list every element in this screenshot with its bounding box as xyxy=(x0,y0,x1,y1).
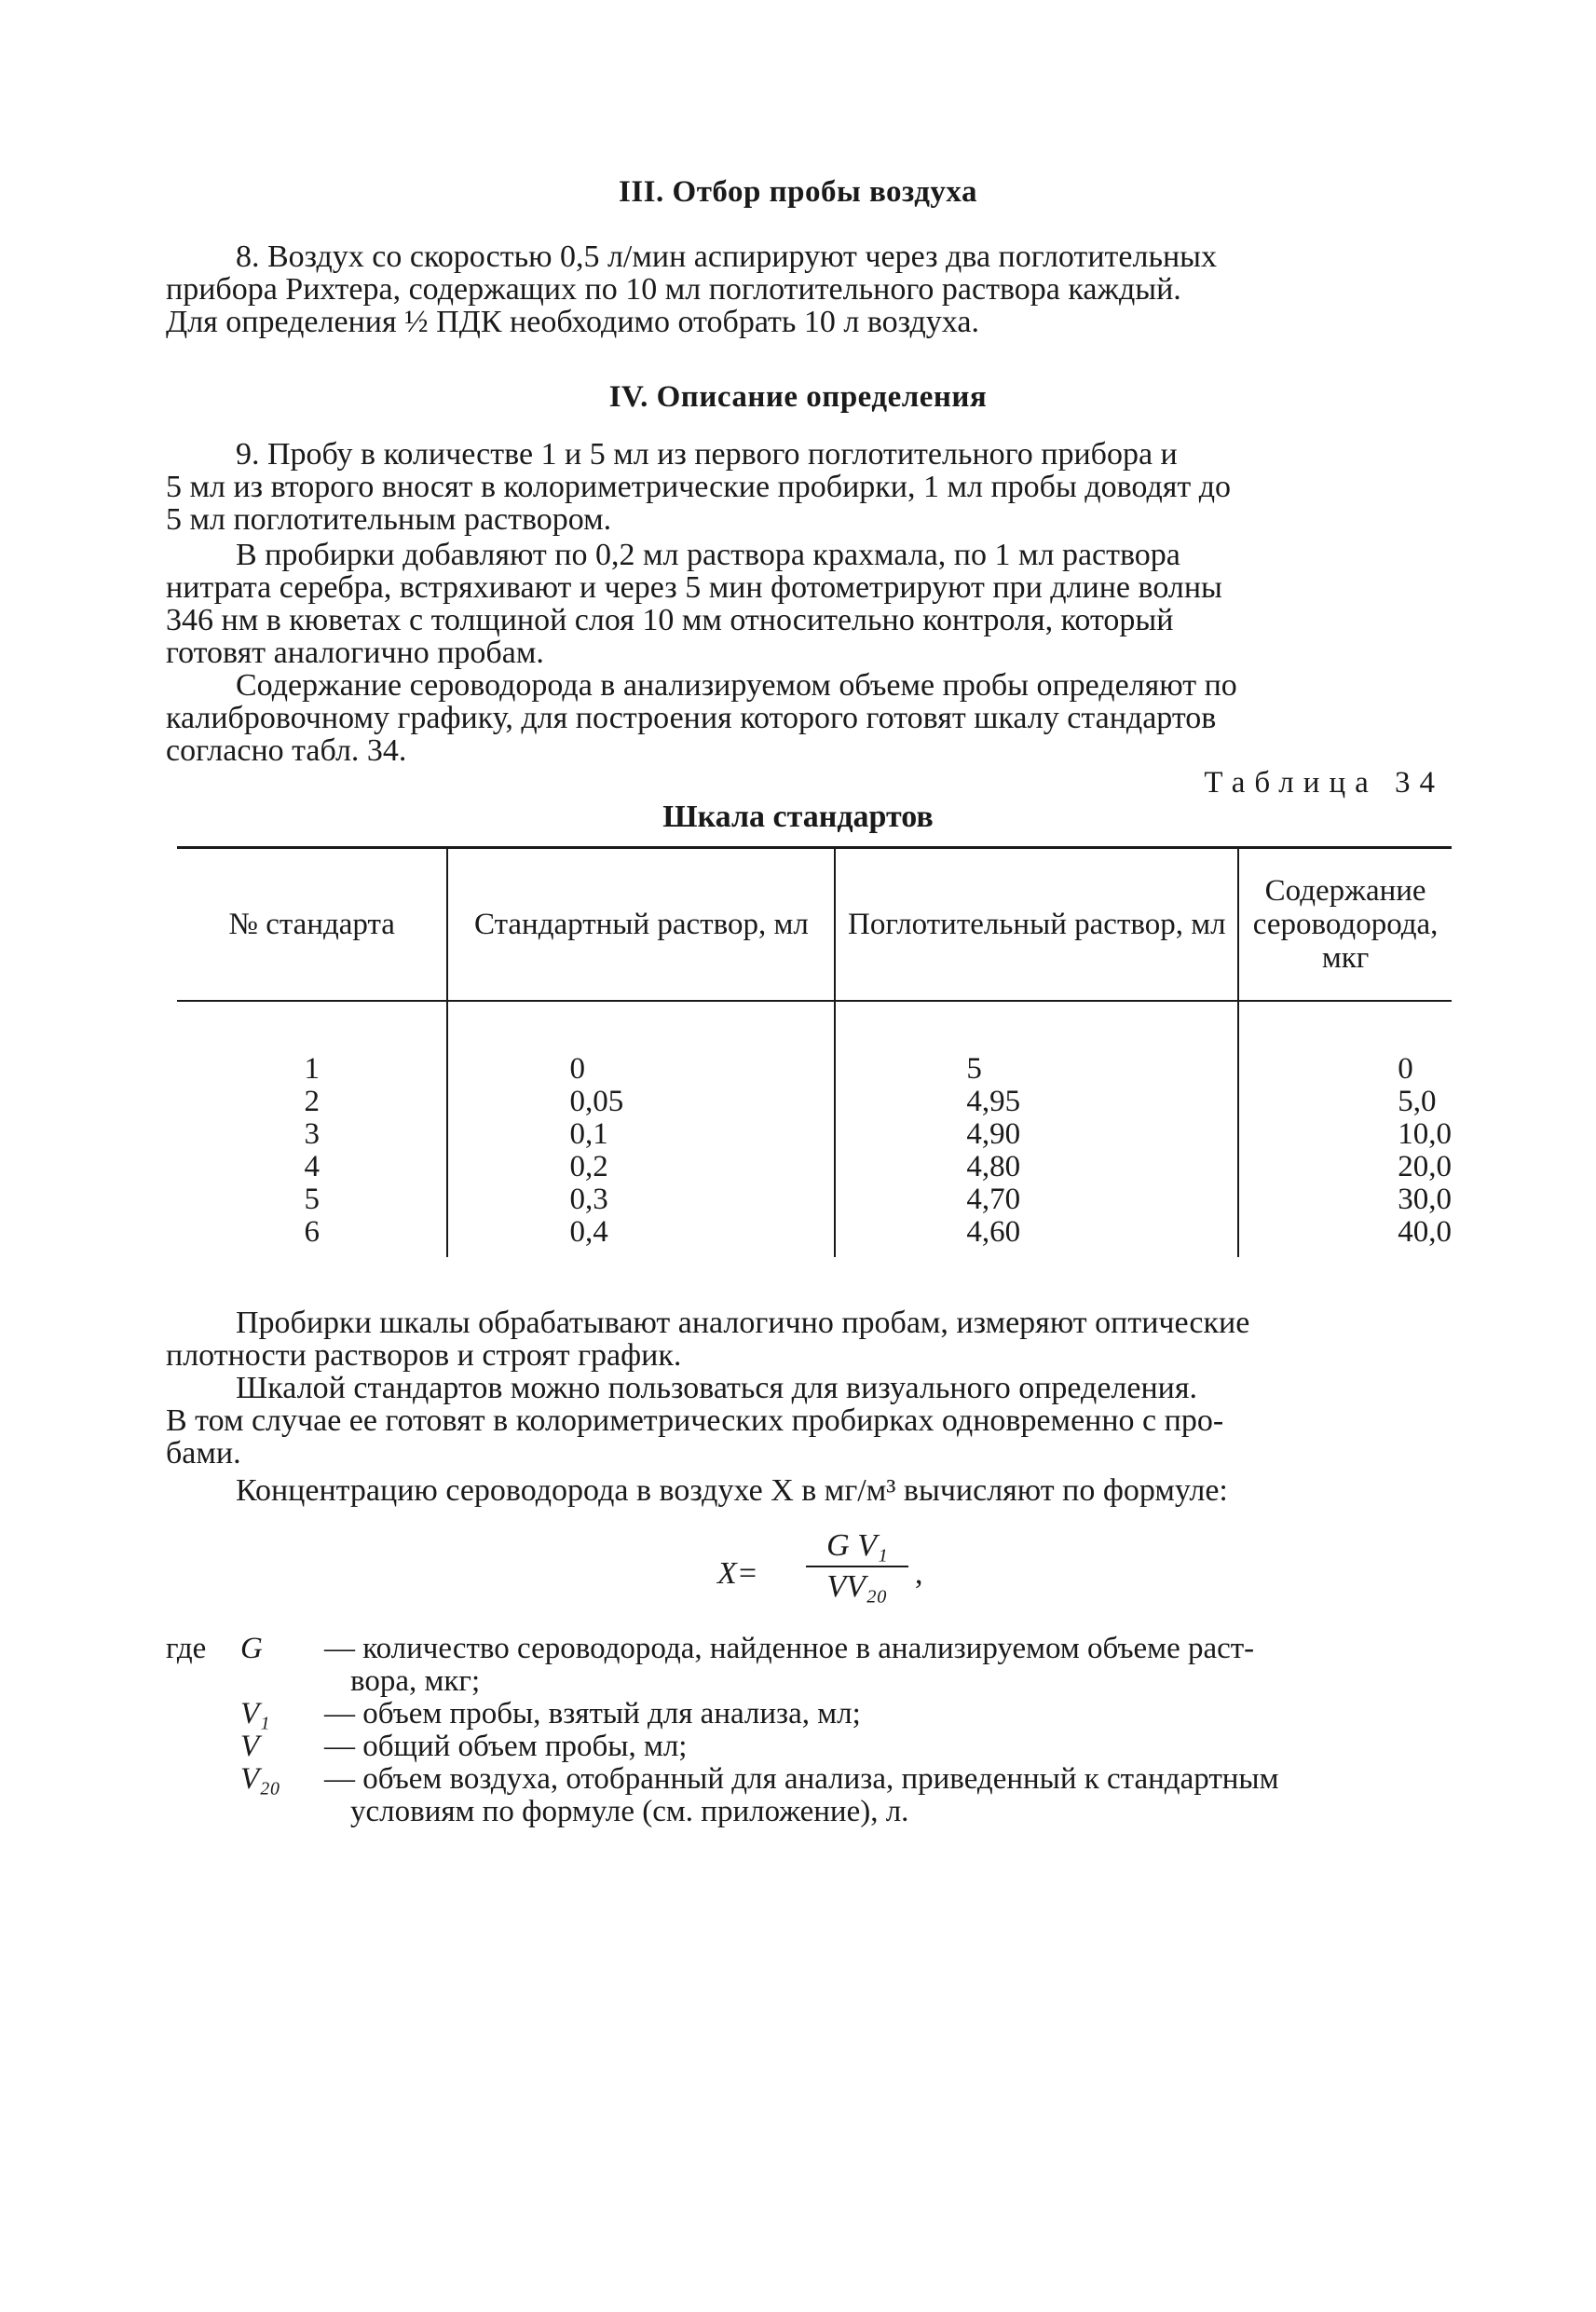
legend-symbol: V₂₀ xyxy=(240,1762,281,1796)
paragraph-line: согласно табл. 34. xyxy=(166,733,407,768)
legend-symbol: V₁ xyxy=(240,1697,270,1731)
section-3-heading: III. Отбор пробы воздуха xyxy=(619,175,977,209)
table-cell: 6 xyxy=(304,1215,320,1249)
paragraph-line: Содержание сероводорода в анализируемом объеме пробы определяют по xyxy=(236,668,1237,703)
paragraph-13 xyxy=(166,1372,1444,1470)
legend-item xyxy=(166,1698,1452,1731)
formula-comma: , xyxy=(915,1556,923,1591)
paragraph-line: нитрата серебра, встряхивают и через 5 мин фотометрируют при длине волны xyxy=(166,570,1222,605)
paragraph-line: 9. Пробу в количестве 1 и 5 мл из первого поглотительного прибора и xyxy=(236,437,1178,472)
standards-table xyxy=(177,846,1452,1257)
legend-text: — объем пробы, взятый для анализа, мл; xyxy=(324,1697,861,1731)
table-header-row xyxy=(177,848,1452,1002)
table-cell: 0,2 xyxy=(447,1151,835,1183)
legend-lead: где xyxy=(166,1632,207,1665)
table-cell: 1 xyxy=(304,1052,320,1086)
legend-text-cont: вора, мкг; xyxy=(350,1664,481,1698)
table-cell: 0 xyxy=(1238,1053,1452,1086)
section-4-heading: IV. Описание определения xyxy=(608,380,988,414)
paragraph-line: Для определения ½ ПДК необходимо отобрать 10 л воздуха. xyxy=(166,305,979,339)
formula-fraction xyxy=(806,1528,908,1605)
table-cell: 4,90 xyxy=(835,1118,1238,1151)
table-row xyxy=(177,1183,1452,1216)
legend-text: — общий объем пробы, мл; xyxy=(324,1730,688,1763)
table-cell: 0,05 xyxy=(447,1086,835,1118)
header-h2s-content: Содержание сероводорода, мкг xyxy=(1238,848,1452,1002)
paragraph-line: 5 мл из второго вносят в колориметрические пробирки, 1 мл пробы доводят до xyxy=(166,470,1232,504)
table-cell: 4,95 xyxy=(835,1086,1238,1118)
legend-item xyxy=(166,1763,1452,1828)
table-row xyxy=(177,1118,1452,1151)
header-standard-number: № стандарта xyxy=(177,848,447,1002)
table-cell: 5 xyxy=(835,1053,1238,1086)
paragraph-9 xyxy=(166,438,1444,536)
paragraph-8 xyxy=(166,240,1444,338)
table-title: Шкала стандартов xyxy=(662,800,934,834)
table-row xyxy=(177,1086,1452,1118)
legend-item xyxy=(166,1633,1452,1698)
paragraph-line: 346 нм в кюветах с толщиной слоя 10 мм относительно контроля, который xyxy=(166,603,1174,637)
paragraph-line: Пробирки шкалы обрабатывают аналогично пробам, измеряют оптические xyxy=(236,1306,1250,1340)
formula-numerator: G V₁ xyxy=(806,1528,908,1567)
header-standard-solution: Стандартный раствор, мл xyxy=(447,848,835,1002)
paragraph-line: Концентрацию сероводорода в воздухе X в мг/м³ вычисляют по формуле: xyxy=(236,1473,1228,1508)
table-cell: 5,0 xyxy=(1238,1086,1452,1118)
table-cell: 4,60 xyxy=(835,1216,1238,1257)
table-cell: 40,0 xyxy=(1238,1216,1452,1257)
paragraph-line: 5 мл поглотительным раствором. xyxy=(166,502,612,537)
paragraph-line: В пробирки добавляют по 0,2 мл раствора крахмала, по 1 мл раствора xyxy=(236,538,1180,572)
legend-text: — объем воздуха, отобранный для анализа, приведенный к стандартным xyxy=(324,1762,1279,1796)
paragraph-10 xyxy=(166,539,1444,669)
formula-lhs: X= xyxy=(717,1556,758,1591)
legend-item xyxy=(166,1731,1452,1763)
table-cell: 10,0 xyxy=(1238,1118,1452,1151)
paragraph-line: калибровочному графику, для построения которого готовят шкалу стандартов xyxy=(166,701,1217,735)
formula-legend xyxy=(166,1633,1452,1828)
paragraph-12 xyxy=(166,1306,1444,1372)
paragraph-line: готовят аналогично пробам. xyxy=(166,636,544,670)
table-cell: 4 xyxy=(304,1150,320,1183)
legend-symbol: V xyxy=(240,1730,260,1763)
table-cell: 20,0 xyxy=(1238,1151,1452,1183)
table-cell: 0,1 xyxy=(447,1118,835,1151)
table-cell: 30,0 xyxy=(1238,1183,1452,1216)
paragraph-line: плотности растворов и строят график. xyxy=(166,1338,682,1373)
paragraph-line: В том случае ее готовят в колориметрических пробирках одновременно с про- xyxy=(166,1403,1224,1438)
table-caption: Таблица 34 xyxy=(1204,766,1444,800)
formula-denominator: VV₂₀ xyxy=(826,1569,888,1604)
header-absorbing-solution: Поглотительный раствор, мл xyxy=(835,848,1238,1002)
table-cell: 4,70 xyxy=(835,1183,1238,1216)
table-row xyxy=(177,1053,1452,1086)
paragraph-line: бами. xyxy=(166,1436,241,1471)
paragraph-14 xyxy=(166,1474,1444,1507)
table-cell: 3 xyxy=(304,1117,320,1151)
paragraph-line: прибора Рихтера, содержащих по 10 мл поглотительного раствора каждый. xyxy=(166,272,1181,307)
table-row xyxy=(177,1216,1452,1257)
legend-text-cont: условиям по формуле (см. приложение), л. xyxy=(350,1795,909,1828)
table-cell: 0 xyxy=(447,1053,835,1086)
table-row xyxy=(177,1151,1452,1183)
table-cell: 4,80 xyxy=(835,1151,1238,1183)
table-cell: 5 xyxy=(304,1183,320,1216)
paragraph-line: Шкалой стандартов можно пользоваться для визуального определения. xyxy=(236,1371,1198,1405)
table-cell: 0,4 xyxy=(447,1216,835,1257)
table-cell: 0,3 xyxy=(447,1183,835,1216)
table-cell: 2 xyxy=(304,1085,320,1118)
paragraph-11 xyxy=(166,669,1444,767)
legend-symbol: G xyxy=(240,1632,263,1665)
paragraph-line: 8. Воздух со скоростью 0,5 л/мин аспирируют через два поглотительных xyxy=(236,239,1217,274)
legend-text: — количество сероводорода, найденное в анализируемом объеме раст- xyxy=(324,1632,1255,1665)
table-spacer-row xyxy=(177,1001,1452,1053)
